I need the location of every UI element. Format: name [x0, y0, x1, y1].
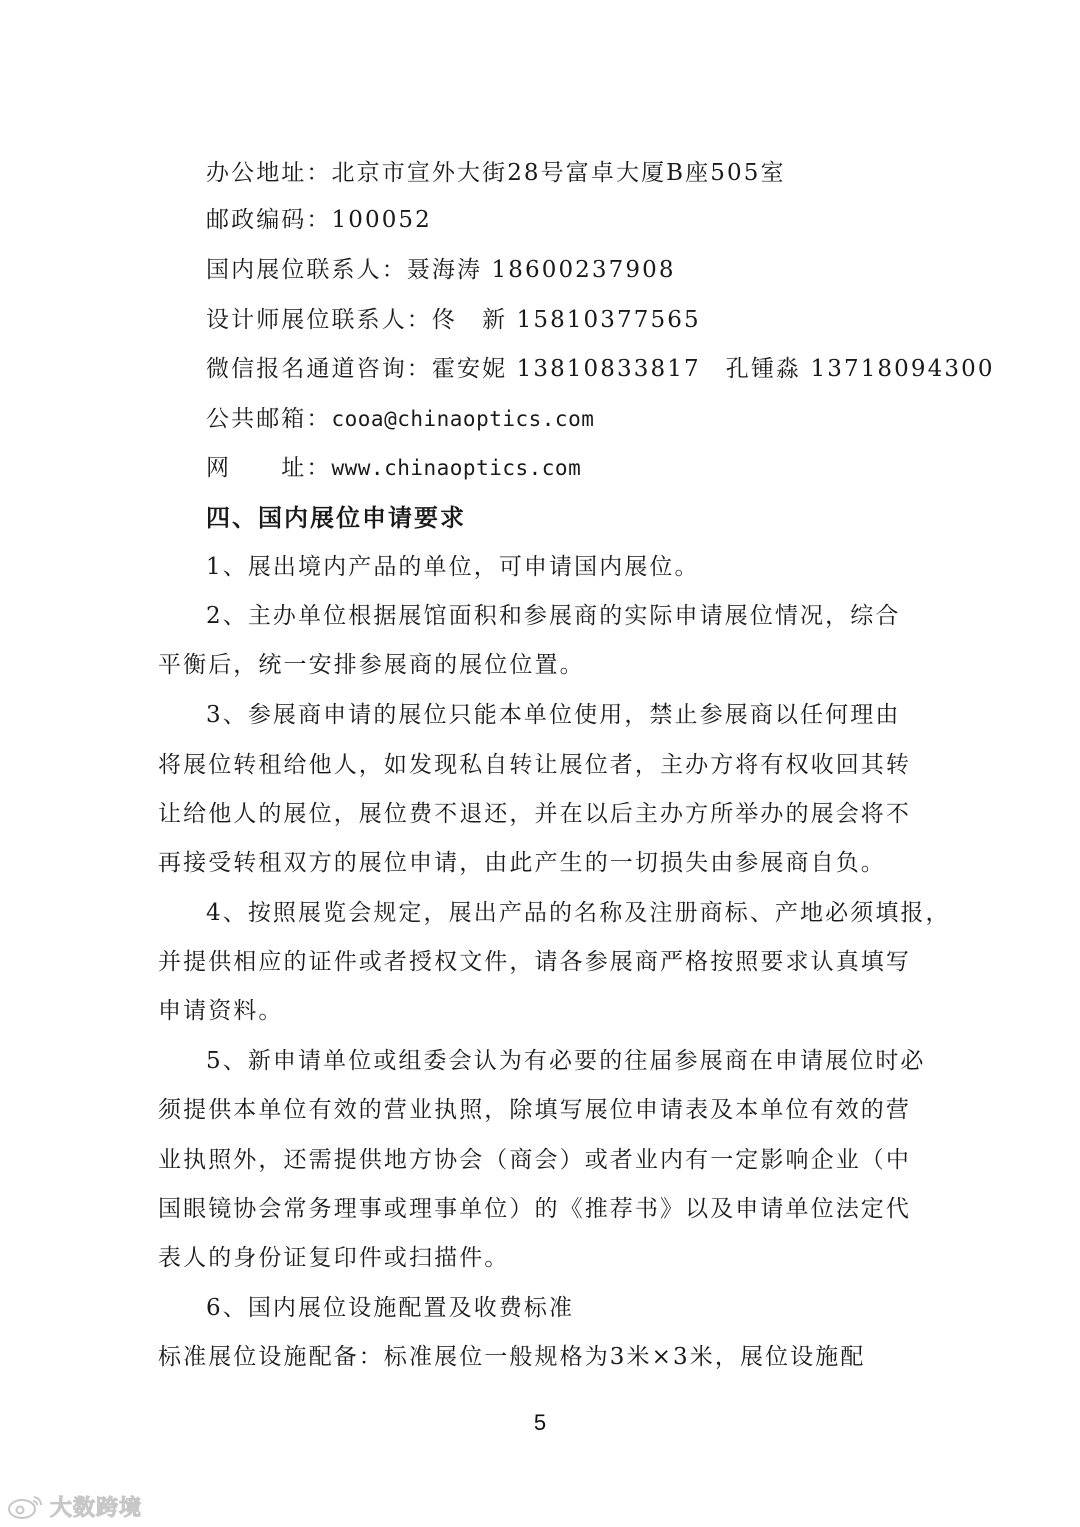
item-5-line-4: 国眼镜协会常务理事或理事单位）的《推荐书》以及申请单位法定代 — [158, 1196, 911, 1222]
page-number: 5 — [533, 1410, 547, 1435]
address-line: 办公地址：北京市宣外大街28号富卓大厦B座505室 — [206, 160, 786, 186]
postcode-line: 邮政编码：100052 — [206, 207, 432, 233]
item-6-line-1: 6、国内展位设施配置及收费标准 — [206, 1295, 575, 1321]
weibo-eye-icon — [6, 1491, 46, 1521]
website-line — [206, 453, 581, 483]
item-5-line-5: 表人的身份证复印件或扫描件。 — [158, 1245, 510, 1271]
domestic-contact-line: 国内展位联系人：聂海涛 18600237908 — [206, 257, 676, 283]
designer-contact-line: 设计师展位联系人：佟 新 15810377565 — [206, 307, 701, 333]
item-2-line-1: 2、主办单位根据展馆面积和参展商的实际申请展位情况，综合 — [206, 603, 901, 629]
wechat-contact-line: 微信报名通道咨询：霍安妮 13810833817 孔锺淼 13718094300 — [206, 356, 995, 382]
item-5-line-3: 业执照外，还需提供地方协会（商会）或者业内有一定影响企业（中 — [158, 1147, 911, 1173]
item-5-line-2: 须提供本单位有效的营业执照，除填写展位申请表及本单位有效的营 — [158, 1097, 911, 1123]
item-4-line-1: 4、按照展览会规定，展出产品的名称及注册商标、产地必须填报， — [206, 900, 951, 926]
item-2-line-2: 平衡后，统一安排参展商的展位位置。 — [158, 652, 585, 678]
email-line — [206, 404, 594, 434]
item-4-line-2: 并提供相应的证件或者授权文件，请各参展商严格按照要求认真填写 — [158, 949, 911, 975]
website-label: 网 址： — [206, 455, 332, 481]
item-6-line-2: 标准展位设施配备：标准展位一般规格为3米×3米，展位设施配 — [158, 1344, 866, 1370]
email-label: 公共邮箱： — [206, 406, 332, 432]
item-5-line-1: 5、新申请单位或组委会认为有必要的往届参展商在申请展位时必 — [206, 1048, 926, 1074]
item-4-line-3: 申请资料。 — [158, 998, 284, 1024]
email-address: cooa@chinaoptics.com — [331, 407, 595, 431]
item-1-line-1: 1、展出境内产品的单位，可申请国内展位。 — [206, 554, 700, 580]
section-heading: 四、国内展位申请要求 — [206, 504, 466, 532]
item-3-line-2: 将展位转租给他人，如发现私自转让展位者，主办方将有权收回其转 — [158, 752, 911, 778]
item-3-line-1: 3、参展商申请的展位只能本单位使用，禁止参展商以任何理由 — [206, 702, 901, 728]
watermark-text: 大数跨境 — [50, 1495, 143, 1521]
website-address: www.chinaoptics.com — [331, 456, 582, 480]
watermark — [6, 1490, 142, 1522]
item-3-line-3: 让给他人的展位，展位费不退还，并在以后主办方所举办的展会将不 — [158, 801, 911, 827]
item-3-line-4: 再接受转租双方的展位申请，由此产生的一切损失由参展商自负。 — [158, 850, 886, 876]
